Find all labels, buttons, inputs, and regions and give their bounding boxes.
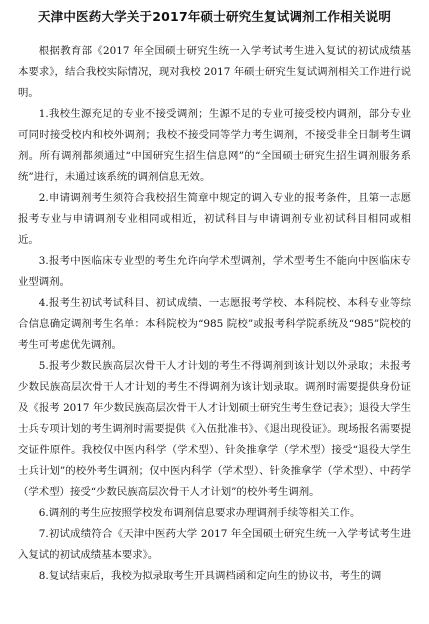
item-7-paragraph: 7.初试成绩符合《天津中医药大学 2017 年全国硕士研究生统一入学考试考生进入复试的初试成绩基本要求》。 [18,528,411,561]
item-8-paragraph: 8.复试结束后，我校为拟录取考生开具调档函和定向生的协议书，考生的调 [38,570,382,582]
item-3-paragraph: 3.报考中医临床专业型的考生允许向学术型调剂，学术型考生不能向中医临床专业型调剂。 [18,255,411,288]
intro-paragraph: 根据教育部《2017 年全国硕士研究生统一入学考试考生进入复试的初试成绩基本要求》，结合我校实际情况，现对我校 2017 年硕士研究生复试调剂相关工作进行说明。 [18,45,411,99]
item-2-paragraph: 2.申请调剂考生须符合我校招生简章中规定的调入专业的报考条件，且第一志愿报考专业与申请调剂专业相同或相近，初试科目与申请调剂专业初试科目相同或相近。 [18,192,411,246]
document-title: 天津中医药大学关于2017年硕士研究生复试调剂工作相关说明 [37,9,392,24]
item-1-paragraph: 1.我校生源充足的专业不接受调剂；生源不足的专业可接受校内调剂，部分专业可同时接受校内和校外调剂；我校不接受同等学力考生调剂，不接受非全日制考生调剂。所有调剂都须通过“中国研究生招生信息网”的“全国硕士研究生招生调剂服务系统”进行，未通过该系统的调剂信息无效。 [18,108,411,183]
item-4-paragraph: 4.报考生初试考试科目、初试成绩、一志愿报考学校、本科院校、本科专业等综合信息确定调剂考生名单：本科院校为“985 院校”或报考科学院系统及“985”院校的考生可考虑优先调剂。 [18,297,411,351]
item-6-paragraph: 6.调剂的考生应按照学校发布调剂信息要求办理调剂手续等相关工作。 [38,507,361,519]
item-5-paragraph: 5.报考少数民族高层次骨干人才计划的考生不得调剂到该计划以外录取；未报考少数民族高层次骨干人才计划的考生不得调剂为该计划录取。调剂时需要提供身份证及《报考 2017 年少数民族高层次骨干人才计划硕士研究生考生登记表》；退役大学生士兵专项计划的考生调剂时需要提供《入伍批准书》、《退出现役证》。现场报名需要提交证件原件。我校仅中医内科学（学术型）、针灸推拿学（学术型）接受“退役大学生士兵计划”的校外考生调剂；仅中医内科学（学术型）、针灸推拿学（学术型）、中药学（学术型）接受“少数民族高层次骨干人才计划”的校外考生调剂。 [18,360,411,498]
